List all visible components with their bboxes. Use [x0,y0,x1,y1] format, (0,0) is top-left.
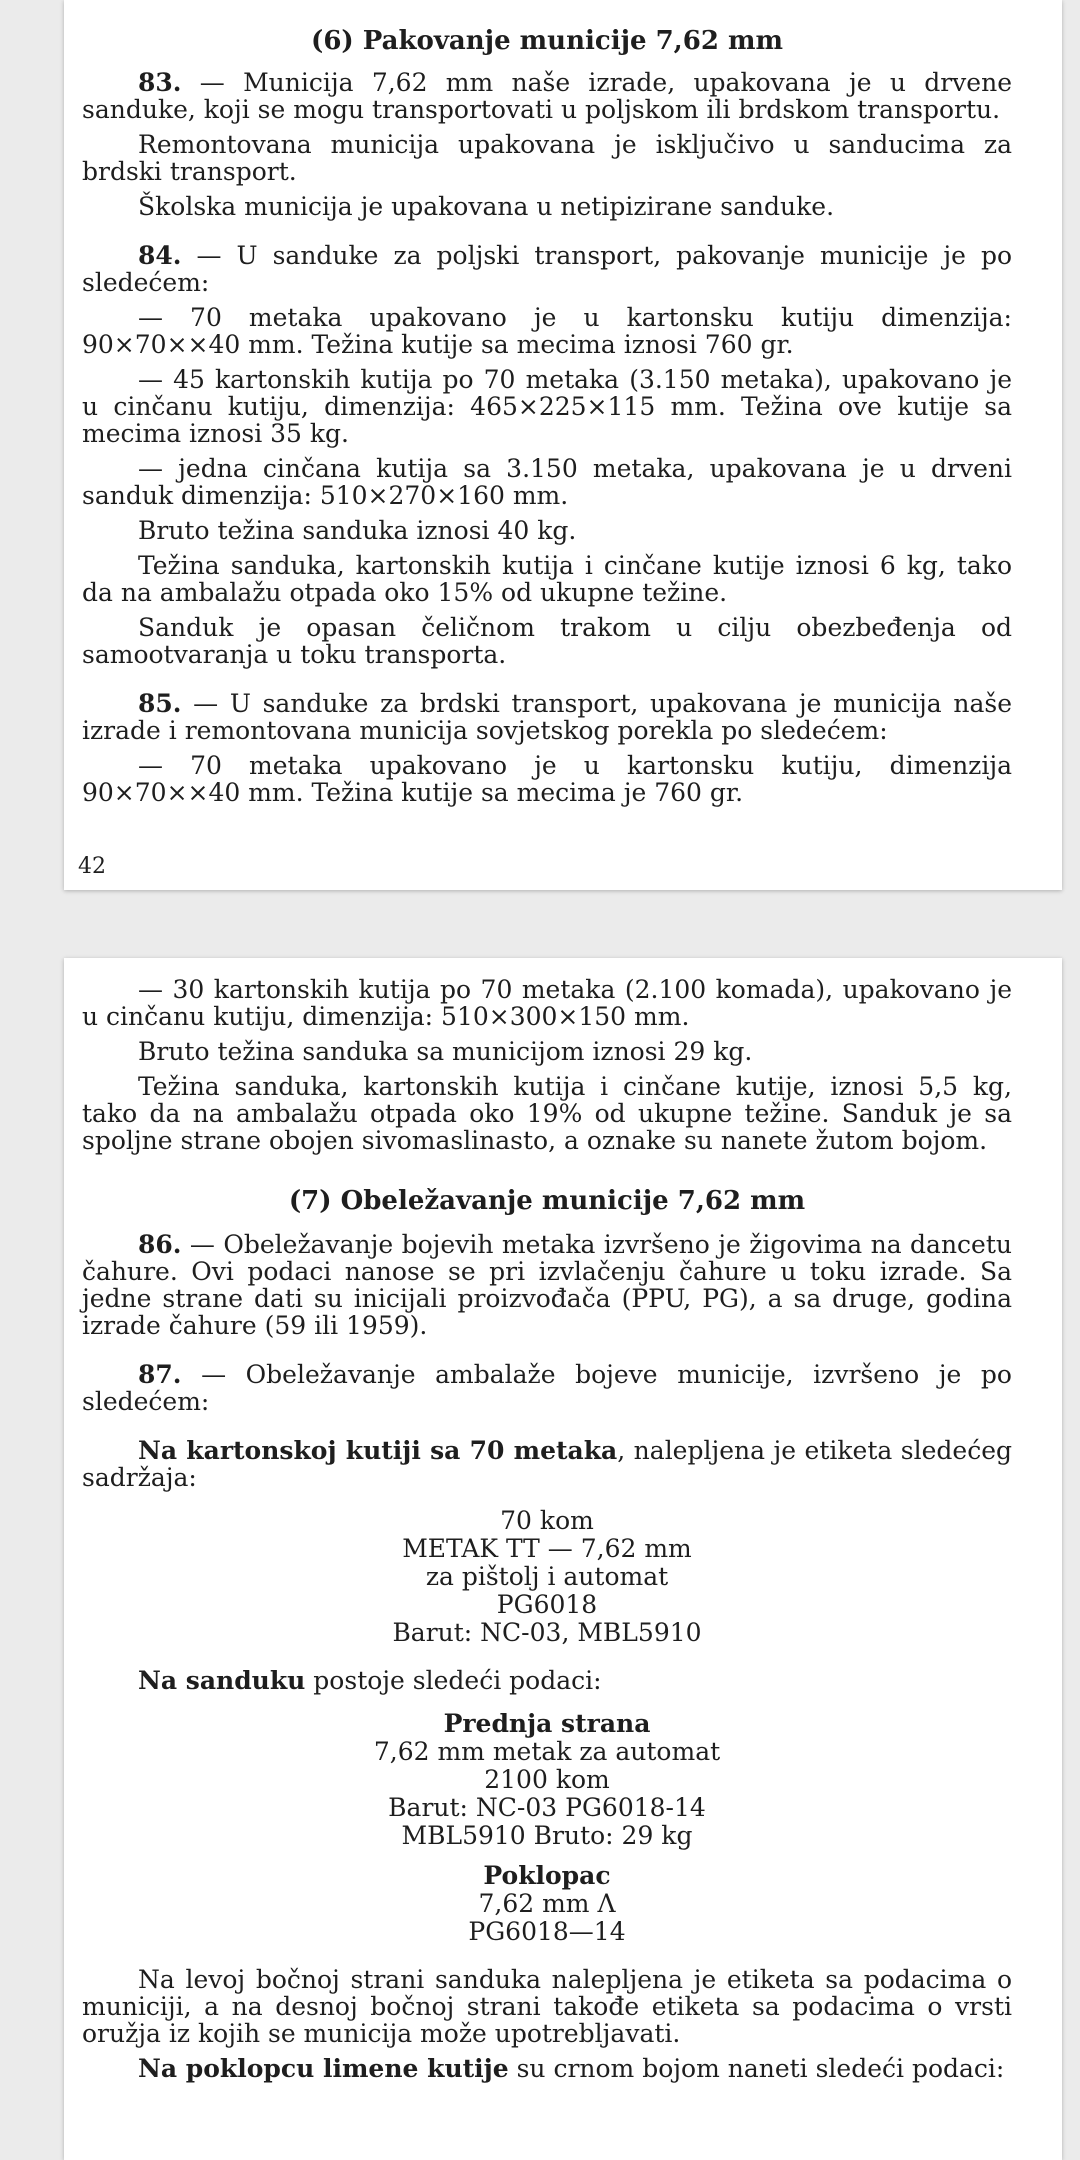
paragraph-text: Bruto težina sanduka iznosi 40 kg. [138,516,577,545]
bold-lead: Na poklopcu limene kutije [138,2054,509,2083]
paragraph-number: 83. [138,68,182,97]
paragraph-text: — U sanduke za brdski transport, upakovana je municija naše izrade i remontovana municija sovjetskog porekla po sledećem: [82,689,1012,745]
label-line: Barut: NC-03 PG6018-14 [388,1793,706,1822]
paragraph-number: 87. [138,1360,182,1389]
paragraph-text: — 70 metaka upakovano je u kartonsku kutiju, dimenzija 90×70××40 mm. Težina kutije sa mecima je 760 gr. [82,751,1012,807]
label-line: za pištolj i automat [425,1562,669,1591]
paragraph-text: Težina sanduka, kartonskih kutija i cinčane kutije, iznosi 5,5 kg, tako da na ambalažu otpada oko 19% od ukupne težine. Sanduk je sa spoljne strane obojen sivomaslinasto, a oznake su nanete žutom bojom. [82,1072,1012,1155]
paragraph-text: postoje sledeći podaci: [305,1666,602,1695]
page-number: 42 [78,854,106,879]
label-line: MBL5910 Bruto: 29 kg [401,1821,693,1850]
paragraph [82,1966,1012,2047]
paragraph [82,455,1012,509]
paragraph [82,976,1012,1030]
paragraph-84 [82,242,1012,296]
paragraph-text: — 30 kartonskih kutija po 70 metaka (2.100 komada), upakovano je u cinčanu kutiju, dimenzija: 510×300×150 mm. [82,975,1012,1031]
paragraph-crate [82,1667,1012,1694]
paragraph-text: Sanduk je opasan čeličnom trakom u cilju obezbeđenja od samootvaranja u toku transporta. [82,613,1012,669]
label-line: PG6018—14 [468,1917,626,1946]
paragraph-box-label [82,1437,1012,1491]
bold-lead: Na sanduku [138,1666,306,1695]
box-label-block [82,1507,1012,1647]
paragraph [82,1073,1012,1154]
paragraph-83 [82,69,1012,123]
label-line: 7,62 mm metak za automat [373,1737,721,1766]
paragraph-number: 86. [138,1230,182,1259]
label-line: 70 kom [500,1506,594,1535]
paragraph-text: Težina sanduka, kartonskih kutija i cinčane kutije iznosi 6 kg, tako da na ambalažu otpada oko 15% od ukupne težine. [82,551,1012,607]
paragraph [82,517,1012,544]
paragraph-text: — Municija 7,62 mm naše izrade, upakovana je u drvene sanduke, koji se mogu transportovati u poljskom ili brdskom transportu. [82,68,1012,124]
paragraph-number: 85. [138,689,182,718]
crate-front-block [82,1710,1012,1946]
paragraph-text: — 45 kartonskih kutija po 70 metaka (3.150 metaka), upakovano je u cinčanu kutiju, dimenzija: 465×225×115 mm. Težina ove kutije sa mecima iznosi 35 kg. [82,365,1012,448]
paragraph-text: Remontovana municija upakovana je isključivo u sanducima za brdski transport. [82,130,1012,186]
label-line: 7,62 mm Λ [478,1889,616,1918]
block-title: Prednja strana [443,1709,651,1738]
page-42 [64,0,1062,890]
paragraph-text: Na levoj bočnoj strani sanduka nalepljena je etiketa sa podacima o municiji, a na desnoj bočnoj strani takođe etiketa sa podacima o vrsti oružja iz kojih se municija može upotrebljavati. [82,1965,1012,2048]
paragraph-text: su crnom bojom naneti sledeći podaci: [508,2054,1005,2083]
label-line: METAK TT — 7,62 mm [402,1534,692,1563]
paragraph [82,552,1012,606]
paragraph [82,193,1012,220]
paragraph [82,304,1012,358]
paragraph-text: Bruto težina sanduka sa municijom iznosi 29 kg. [138,1037,753,1066]
section-heading-6: (6) Pakovanje municije 7,62 mm [311,26,783,56]
label-line: PG6018 [496,1590,598,1619]
paragraph-text: — jedna cinčana kutija sa 3.150 metaka, upakovana je u drveni sanduk dimenzija: 510×270×160 mm. [82,454,1012,510]
paragraph-text: Školska municija je upakovana u netipizirane sanduke. [138,192,835,221]
page-43 [64,958,1062,2160]
bold-lead: Na kartonskoj kutiji sa 70 metaka [138,1436,618,1465]
label-line: Barut: NC-03, MBL5910 [392,1618,702,1647]
paragraph [82,614,1012,668]
paragraph-86 [82,1231,1012,1339]
paragraph-tin [82,2055,1012,2082]
paragraph [82,366,1012,447]
paragraph-87 [82,1361,1012,1415]
paragraph-text: — Obeležavanje ambalaže bojeve municije, izvršeno je po sledećem: [82,1360,1012,1416]
paragraph [82,1038,1012,1065]
paragraph [82,131,1012,185]
paragraph-text: , nalepljena je etiketa sledećeg sadržaja: [82,1436,1012,1492]
paragraph-85 [82,690,1012,744]
paragraph-text: — Obeležavanje bojevih metaka izvršeno je žigovima na dancetu čahure. Ovi podaci nanose se pri izvlačenju čahure u toku izrade. Sa jedne strane dati su inicijali proizvođača (PPU, PG), a sa druge, godina izrade čahure (59 ili 1959). [82,1230,1012,1340]
paragraph-text: — 70 metaka upakovano je u kartonsku kutiju dimenzija: 90×70××40 mm. Težina kutije sa mecima iznosi 760 gr. [82,303,1012,359]
paragraph-number: 84. [138,241,182,270]
block-title: Poklopac [483,1861,611,1890]
section-heading-7: (7) Obeležavanje municije 7,62 mm [288,1186,806,1216]
paragraph [82,752,1012,806]
paragraph-text: — U sanduke za poljski transport, pakovanje municije je po sledećem: [82,241,1012,297]
label-line: 2100 kom [484,1765,610,1794]
